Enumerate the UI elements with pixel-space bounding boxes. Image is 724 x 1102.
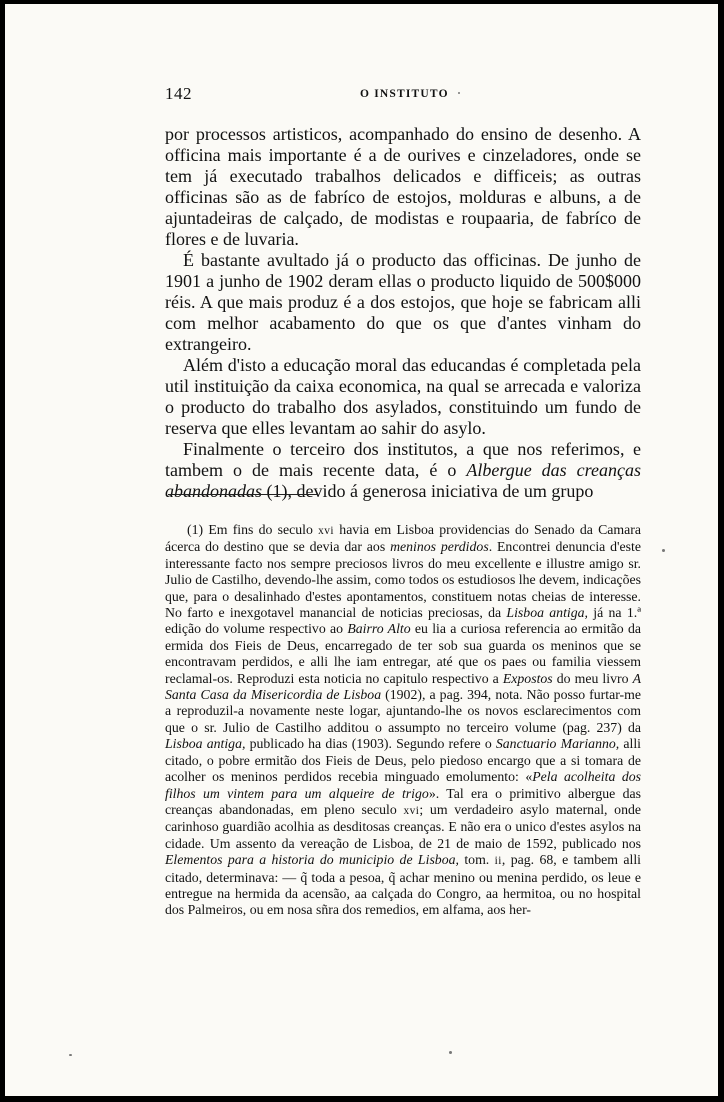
paragraph-4-title: Albergue das creanças abandonadas — [165, 460, 641, 501]
page-number: 142 — [165, 84, 192, 103]
paragraph-3: Além d'isto a educação moral das educandas é completada pela util instituição da caixa economica, na qual se arrecada e valoriza o producto do trabalho dos asylados, constituindo um fundo de reserva que elles levantam ao sahir do asylo. — [165, 355, 641, 438]
footnote-text: (1902), a pag. 394, nota. Não posso furtar-me a reproduzil-a novamente neste logar, ajuntando-lhe os novos esclarecimentos com que o sr. Julio de Castilho additou o assumpto no terceiro volume (pag. 237) da — [165, 687, 641, 735]
running-head: O INSTITUTO — [360, 88, 449, 100]
paragraph-1: por processos artisticos, acompanhado do ensino de desenho. A officina mais importante é a de ourives e cinzeladores, onde se tem já executado trabalhos delicados e difficeis; as outras officinas são as de fabríco de estojos, molduras e albuns, a de ajuntadeiras de calçado, de modistas e roupaaria, de fabríco de flores e de luvaria. — [165, 124, 641, 249]
footnote-century: xvi — [403, 804, 420, 817]
paragraph-4 — [165, 439, 641, 502]
paragraph-4-text-a: Finalmente o terceiro dos institutos, a que nos referimos, e tambem o de mais recente data, é o — [165, 439, 641, 480]
footnote — [165, 522, 641, 919]
footnote-italic: Lisboa antiga, — [506, 605, 588, 621]
footnote-text: eu lia a curiosa referencia ao ermitão da ermida dos Fieis de Deus, encarregado de ter sob sua guarda os meninos que se encontravam perdidos, e alli lhe iam entregar, até que os paes ou familia viessem reclamal-os. Reproduzi esta noticia no capitulo respectivo a — [165, 621, 641, 686]
footnote-paragraph — [165, 522, 641, 919]
footnote-rule — [168, 494, 318, 495]
scan-speck — [662, 549, 665, 552]
footnote-italic: Bairro Alto — [347, 621, 411, 637]
footnote-italic: meninos perdidos — [390, 539, 489, 555]
page-header — [165, 84, 575, 104]
footnote-volume: ii — [494, 855, 502, 868]
footnote-text: já na 1.ª edição do volume respectivo ao — [165, 605, 641, 637]
footnote-text: alli citado, o pobre ermitão dos Fieis de Deus, pelo piedoso encargo que a si tomara de acolher os meninos perdidos recebia minguado emolumento: « — [165, 736, 641, 785]
footnote-italic: A Santa Casa da Misericordia de Lisboa — [165, 670, 641, 703]
footnote-text: ». Tal era o primitivo albergue das creanças abandonadas, em pleno seculo — [165, 785, 641, 817]
main-text — [165, 124, 641, 502]
footnote-text: , pag. 68, e tambem alli citado, determinava: — q̃ toda a pesoa, q̃ achar menino ou menina perdido, os leue e entregue na hermida da acensão, aa calçada do Congro, aa hermitoa, ou no hospital dos Palmeiros, ou em nosa sñra dos remedios, em alfama, aos her- — [165, 852, 641, 918]
document-page — [5, 4, 718, 1096]
scan-speck — [69, 1054, 72, 1056]
scan-speck — [458, 92, 460, 94]
paragraph-4-text-b: (1), devido á generosa iniciativa de um grupo — [262, 481, 594, 501]
footnote-italic: Elementos para a historia do municipio de Lisboa, — [165, 852, 459, 868]
footnote-text: tom. — [458, 852, 495, 868]
footnote-italic: Lisboa antiga, — [165, 736, 246, 752]
footnote-text: (1) Em fins do seculo — [187, 522, 319, 537]
footnote-text: havia em Lisboa providencias do Senado da Camara ácerca do destino que se devia dar aos — [165, 522, 641, 555]
footnote-text: ; um verdadeiro asylo maternal, onde carinhoso guardião acolhia as desditosas creanças. E não era o unico d'estes asylos na cidade. Um assento da vereação de Lisboa, de 21 de maio de 1592, publicado nos — [165, 801, 641, 851]
footnote-italic: Expostos — [502, 670, 553, 686]
footnote-text: do meu livro — [552, 670, 633, 686]
footnote-century: xvi — [318, 525, 335, 537]
footnote-text: publicado ha dias (1903). Segundo refere o — [245, 736, 496, 752]
footnote-text: . Encontrei denuncia d'este interessante facto nos sempre preciosos livros do meu excellente e illustre amigo sr. Julio de Castilho, devendo-lhe assim, como todos os estudiosos lhe devem, indicações que, para o desalinhado d'estes apontamentos, constituem notas cheias de interesse. No farto e inexgotavel manancial de noticias preciosas, da — [165, 539, 641, 621]
footnote-italic: Sanctuario Marianno, — [495, 736, 620, 752]
paragraph-2: É bastante avultado já o producto das officinas. De junho de 1901 a junho de 1902 deram ellas o producto liquido de 500$000 réis. A que mais produz é a dos estojos, que hoje se fabricam alli com melhor acabamento do que os que d'antes vinham do extrangeiro. — [165, 250, 641, 354]
scan-speck — [449, 1051, 452, 1054]
footnote-italic: Pela acolheita dos filhos um vintem para um alqueire de trigo — [165, 769, 641, 801]
